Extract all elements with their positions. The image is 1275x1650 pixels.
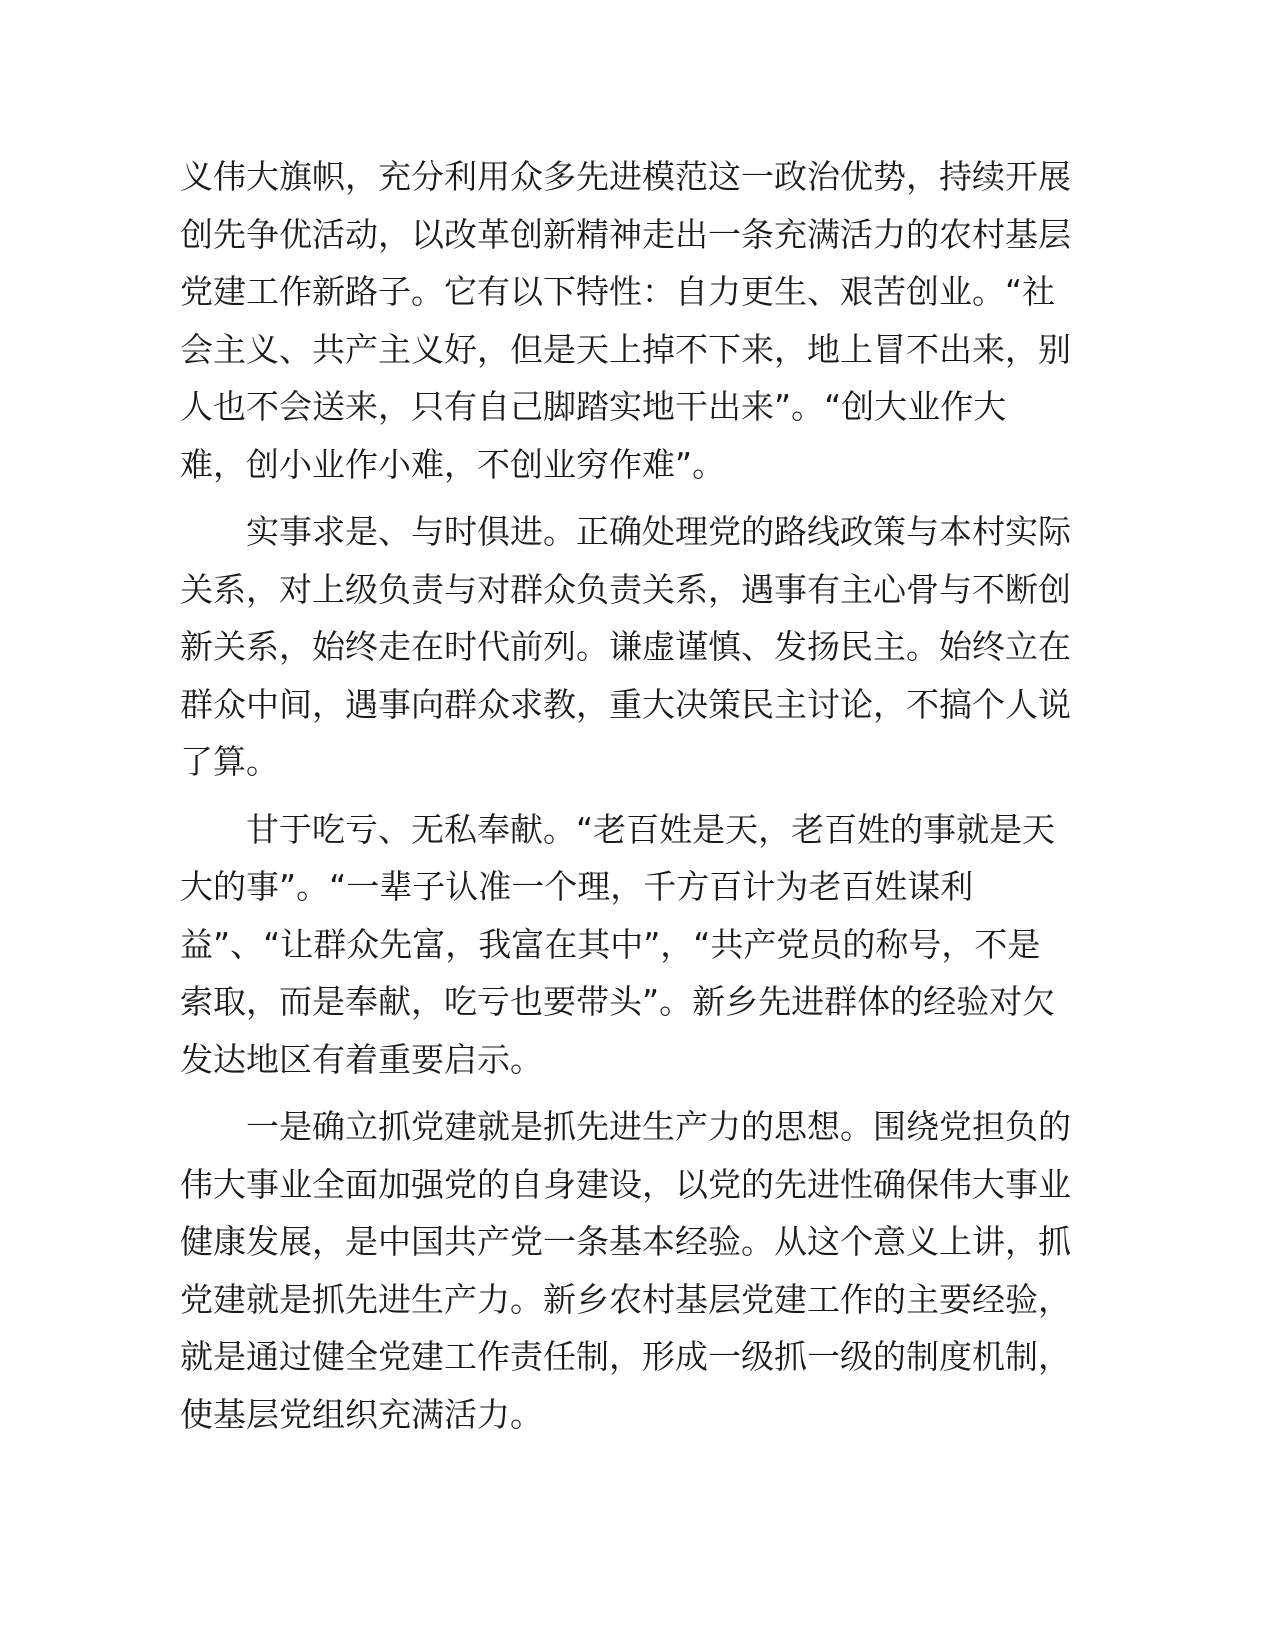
- paragraph-line: 新关系，始终走在时代前列。谦虚谨慎、发扬民主。始终立在: [180, 627, 1071, 666]
- paragraph-line: 群众中间，遇事向群众求教，重大决策民主讨论，不搞个人说: [180, 684, 1071, 724]
- paragraph-line: 实事求是、与时俱进。正确处理党的路线政策与本村实际: [246, 512, 1071, 551]
- paragraph-line: 一是确立抓党建就是抓先进生产力的思想。围绕党担负的: [246, 1107, 1071, 1146]
- paragraph-1: [180, 148, 1071, 493]
- paragraph-line: 健康发展，是中国共产党一条基本经验。从这个意义上讲，抓: [180, 1222, 1071, 1261]
- paragraph-line: 创先争优活动，以改革创新精神走出一条充满活力的农村基层: [180, 214, 1071, 254]
- paragraph-line: 会主义、共产主义好，但是天上掉不下来，地上冒不出来，别: [180, 329, 1071, 369]
- paragraph-line: 义伟大旗帜，充分利用众多先进模范这一政治优势，持续开展: [180, 157, 1071, 196]
- paragraph-line: 发达地区有着重要启示。: [180, 1039, 543, 1079]
- document-page: [180, 148, 1071, 1443]
- paragraph-line: 人也不会送来，只有自己脚踏实地干出来”。“创大业作大: [180, 387, 1007, 426]
- paragraph-line: 党建工作新路子。它有以下特性：自力更生、艰苦创业。“社: [180, 272, 1056, 311]
- paragraph-3: [180, 801, 1056, 1089]
- paragraph-line: 益”、“让群众先富，我富在其中”，“共产党员的称号，不是: [180, 924, 1041, 964]
- paragraph-4: [180, 1098, 1071, 1443]
- paragraph-line: 使基层党组织充满活力。: [180, 1394, 543, 1434]
- paragraph-line: 就是通过健全党建工作责任制，形成一级抓一级的制度机制，: [180, 1337, 1071, 1376]
- paragraph-line: 甘于吃亏、无私奉献。“老百姓是天，老百姓的事就是天: [246, 809, 1056, 849]
- paragraph-line: 了算。: [180, 742, 279, 781]
- paragraph-line: 伟大事业全面加强党的自身建设，以党的先进性确保伟大事业: [180, 1164, 1071, 1204]
- paragraph-line: 党建就是抓先进生产力。新乡农村基层党建工作的主要经验，: [180, 1279, 1071, 1319]
- paragraph-line: 难，创小业作小难，不创业穷作难”。: [180, 444, 726, 484]
- paragraph-line: 关系，对上级负责与对群众负责关系，遇事有主心骨与不断创: [180, 569, 1071, 609]
- paragraph-2: [180, 503, 1071, 791]
- paragraph-line: 索取，而是奉献，吃亏也要带头”。新乡先进群体的经验对欠: [180, 982, 1056, 1021]
- paragraph-line: 大的事”。“一辈子认准一个理，千方百计为老百姓谋利: [180, 867, 974, 906]
